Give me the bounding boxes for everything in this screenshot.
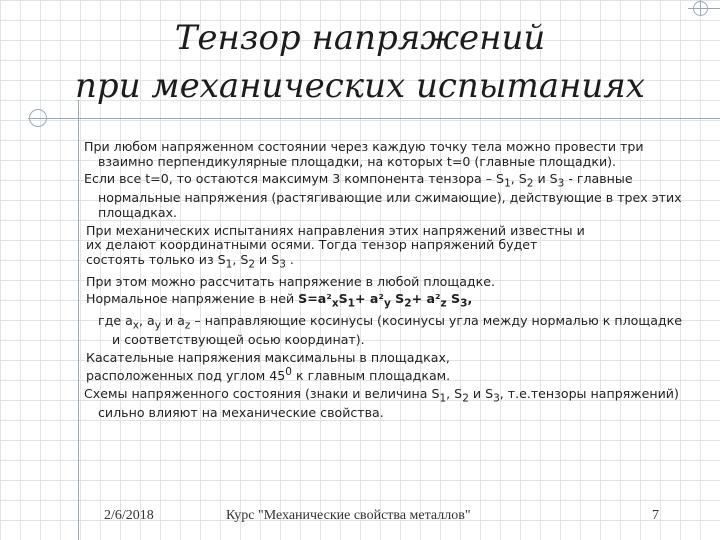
decor-vertical-line — [78, 100, 79, 540]
text: и S — [468, 385, 494, 401]
text: . — [285, 252, 294, 268]
decor-horizontal-line — [28, 118, 720, 119]
text: и S — [533, 171, 558, 187]
text: и a — [160, 313, 185, 329]
text: Схемы напряженного состояния (знаки и величина S — [84, 385, 440, 401]
paragraph-any-plane: При этом можно рассчитать напряжение в любой площадке. — [86, 273, 495, 289]
paragraph-shear-stress — [84, 351, 684, 385]
text: – направляющие косинусы (косинусы угла между нормалью к площадке и соответствующей осью координат). — [112, 313, 682, 348]
paragraph-normal-stress — [84, 292, 684, 311]
text: , т.е.тензоры напряжений) сильно влияют на механические свойства. — [98, 385, 679, 421]
line: Касательные напряжения максимальны в площадках, — [86, 349, 450, 365]
paragraph-direction-cosines — [84, 314, 684, 348]
paragraph-principal-planes: При любом напряженном состоянии через каждую точку тела можно провести три взаимно перпендикулярные площадки, на которых t=0 (главные площадки). — [84, 139, 644, 169]
text: расположенных под углом 45 — [86, 368, 286, 384]
subscript-3: 3 — [557, 177, 565, 190]
text: + a² — [354, 291, 384, 307]
text: Нормальное напряжение в ней — [86, 291, 299, 307]
text: + a² — [411, 291, 441, 307]
subscript-z: z — [184, 319, 191, 332]
text: , S — [446, 385, 463, 401]
formula — [298, 291, 473, 310]
text: и S — [255, 252, 280, 268]
subscript-1: 1 — [225, 258, 233, 271]
text: S — [338, 291, 348, 307]
line — [86, 253, 684, 272]
text: - главные нормальные напряжения (растягивающие или сжимающие), действующие в трех этих площадках. — [98, 171, 682, 221]
subscript-1: 1 — [347, 297, 355, 310]
text: S=a² — [298, 291, 332, 307]
footer-date: 2/6/2018 — [104, 508, 154, 523]
subscript-2: 2 — [248, 258, 256, 271]
subscript-3: 3 — [493, 392, 500, 405]
line: их делают координатными осями. Тогда тензор напряжений будет — [86, 237, 538, 253]
text: Если все t=0, то остаются максимум 3 компонента тензора – S — [84, 171, 505, 187]
text: где a — [98, 313, 133, 329]
subscript-1: 1 — [504, 177, 511, 190]
superscript-degree: 0 — [285, 366, 292, 379]
subscript-1: 1 — [439, 392, 447, 405]
decor-corner-circle — [693, 1, 708, 16]
text: состоять только из S — [86, 252, 226, 268]
text: S — [390, 291, 405, 307]
subscript-3: 3 — [279, 258, 286, 271]
subscript-y: y — [154, 319, 161, 332]
subscript-x: x — [331, 297, 339, 310]
title-line-1: Тензор напряжений — [174, 18, 546, 58]
text: , a — [139, 313, 155, 329]
text: S — [446, 291, 461, 307]
subscript-y: y — [383, 297, 391, 310]
subscript-z: z — [440, 297, 447, 310]
subscript-2: 2 — [462, 392, 469, 405]
subscript-x: x — [132, 319, 140, 332]
text: , — [467, 291, 473, 307]
footer-page-number: 7 — [652, 508, 659, 523]
subscript-2: 2 — [526, 177, 534, 190]
line: При механических испытаниях направления этих напряжений известны и — [86, 222, 585, 238]
title-line-2: при механических испытаниях — [75, 66, 645, 106]
paragraph-test-axes — [84, 224, 684, 273]
slide-title — [40, 14, 680, 110]
line — [86, 365, 684, 384]
paragraph-stress-schemes — [84, 387, 684, 421]
text: к главным площадкам. — [291, 368, 451, 384]
text: , S — [510, 171, 527, 187]
text: , S — [232, 252, 249, 268]
subscript-2: 2 — [404, 297, 412, 310]
paragraph-principal-stresses — [84, 172, 684, 221]
footer-course: Курс "Механические свойства металлов" — [226, 508, 471, 523]
decor-circle — [29, 109, 47, 127]
subscript-3: 3 — [460, 297, 468, 310]
slide-body — [84, 140, 684, 424]
